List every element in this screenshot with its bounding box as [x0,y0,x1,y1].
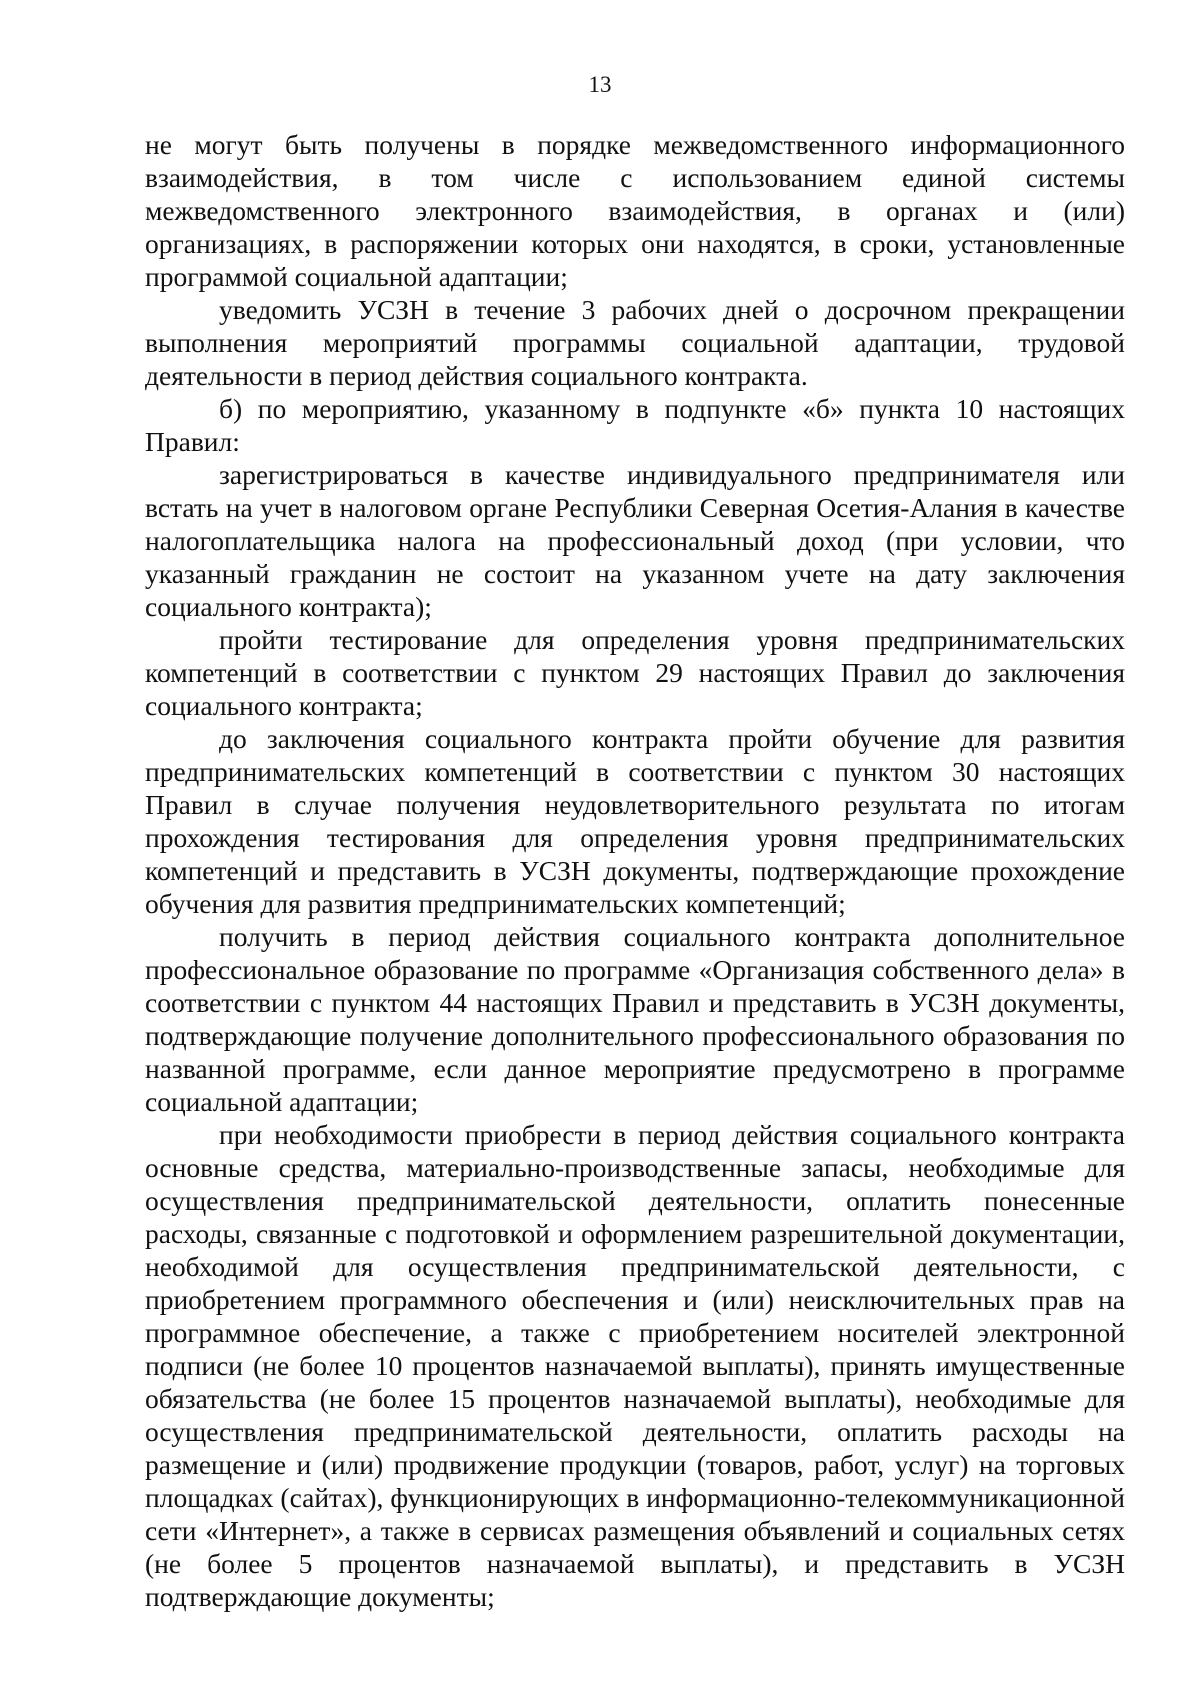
paragraph-6: до заключения социального контракта пройти обучение для развития предпринимательских компетенций в соответствии с пунктом 30 настоящих Правил в случае получения неудовлетворительного результата по итогам прохождения тестирования для определения уровня предпринимательских компетенций и представить в УСЗН документы, подтверждающие прохождение обучения для развития предпринимательских компетенций; [145,723,1125,919]
page-number: 13 [588,72,612,97]
paragraph-7: получить в период действия социального контракта дополнительное профессиональное образование по программе «Организация собственного дела» в соответствии с пунктом 44 настоящих Правил и представить в УСЗН документы, подтверждающие получение дополнительного профессионального образования по названной программе, если данное мероприятие предусмотрено в программе социальной адаптации; [145,921,1125,1117]
paragraph-8: при необходимости приобрести в период действия социального контракта основные средства, материально-производственные запасы, необходимые для осуществления предпринимательской деятельности, оплатить понесенные расходы, связанные с подготовкой и оформлением разрешительной документации, необходимой для осуществления предпринимательской деятельности, с приобретением программного обеспечения и (или) неисключительных прав на программное обеспечение, а также с приобретением носителей электронной подписи (не более 10 процентов назначаемой выплаты), принять имущественные обязательства (не более 15 процентов назначаемой выплаты), необходимые для осуществления предпринимательской деятельности, оплатить расходы на размещение и (или) продвижение продукции (товаров, работ, услуг) на торговых площадках (сайтах), функционирующих в информационно-телекоммуникационной сети «Интернет», а также в сервисах размещения объявлений и социальных сетях (не более 5 процентов назначаемой выплаты), и представить в УСЗН подтверждающие документы; [145,1119,1125,1612]
paragraph-2: уведомить УСЗН в течение 3 рабочих дней о досрочном прекращении выполнения мероприятий программы социальной адаптации, трудовой деятельности в период действия социального контракта. [145,294,1125,391]
paragraph-4: зарегистрироваться в качестве индивидуального предпринимателя или встать на учет в налоговом органе Республики Северная Осетия-Алания в качестве налогоплательщика налога на профессиональный доход (при условии, что указанный гражданин не состоит на указанном учете на дату заключения социального контракта); [145,459,1125,622]
document-body [145,128,1125,1613]
paragraph-1: не могут быть получены в порядке межведомственного информационного взаимодействия, в том числе с использованием единой системы межведомственного электронного взаимодействия, в органах и (или) организациях, в распоряжении которых они находятся, в сроки, установленные программой социальной адаптации; [145,129,1125,292]
paragraph-5: пройти тестирование для определения уровня предпринимательских компетенций в соответствии с пунктом 29 настоящих Правил до заключения социального контракта; [145,624,1125,721]
paragraph-3: б) по мероприятию, указанному в подпункте «б» пункта 10 настоящих Правил: [145,393,1125,457]
